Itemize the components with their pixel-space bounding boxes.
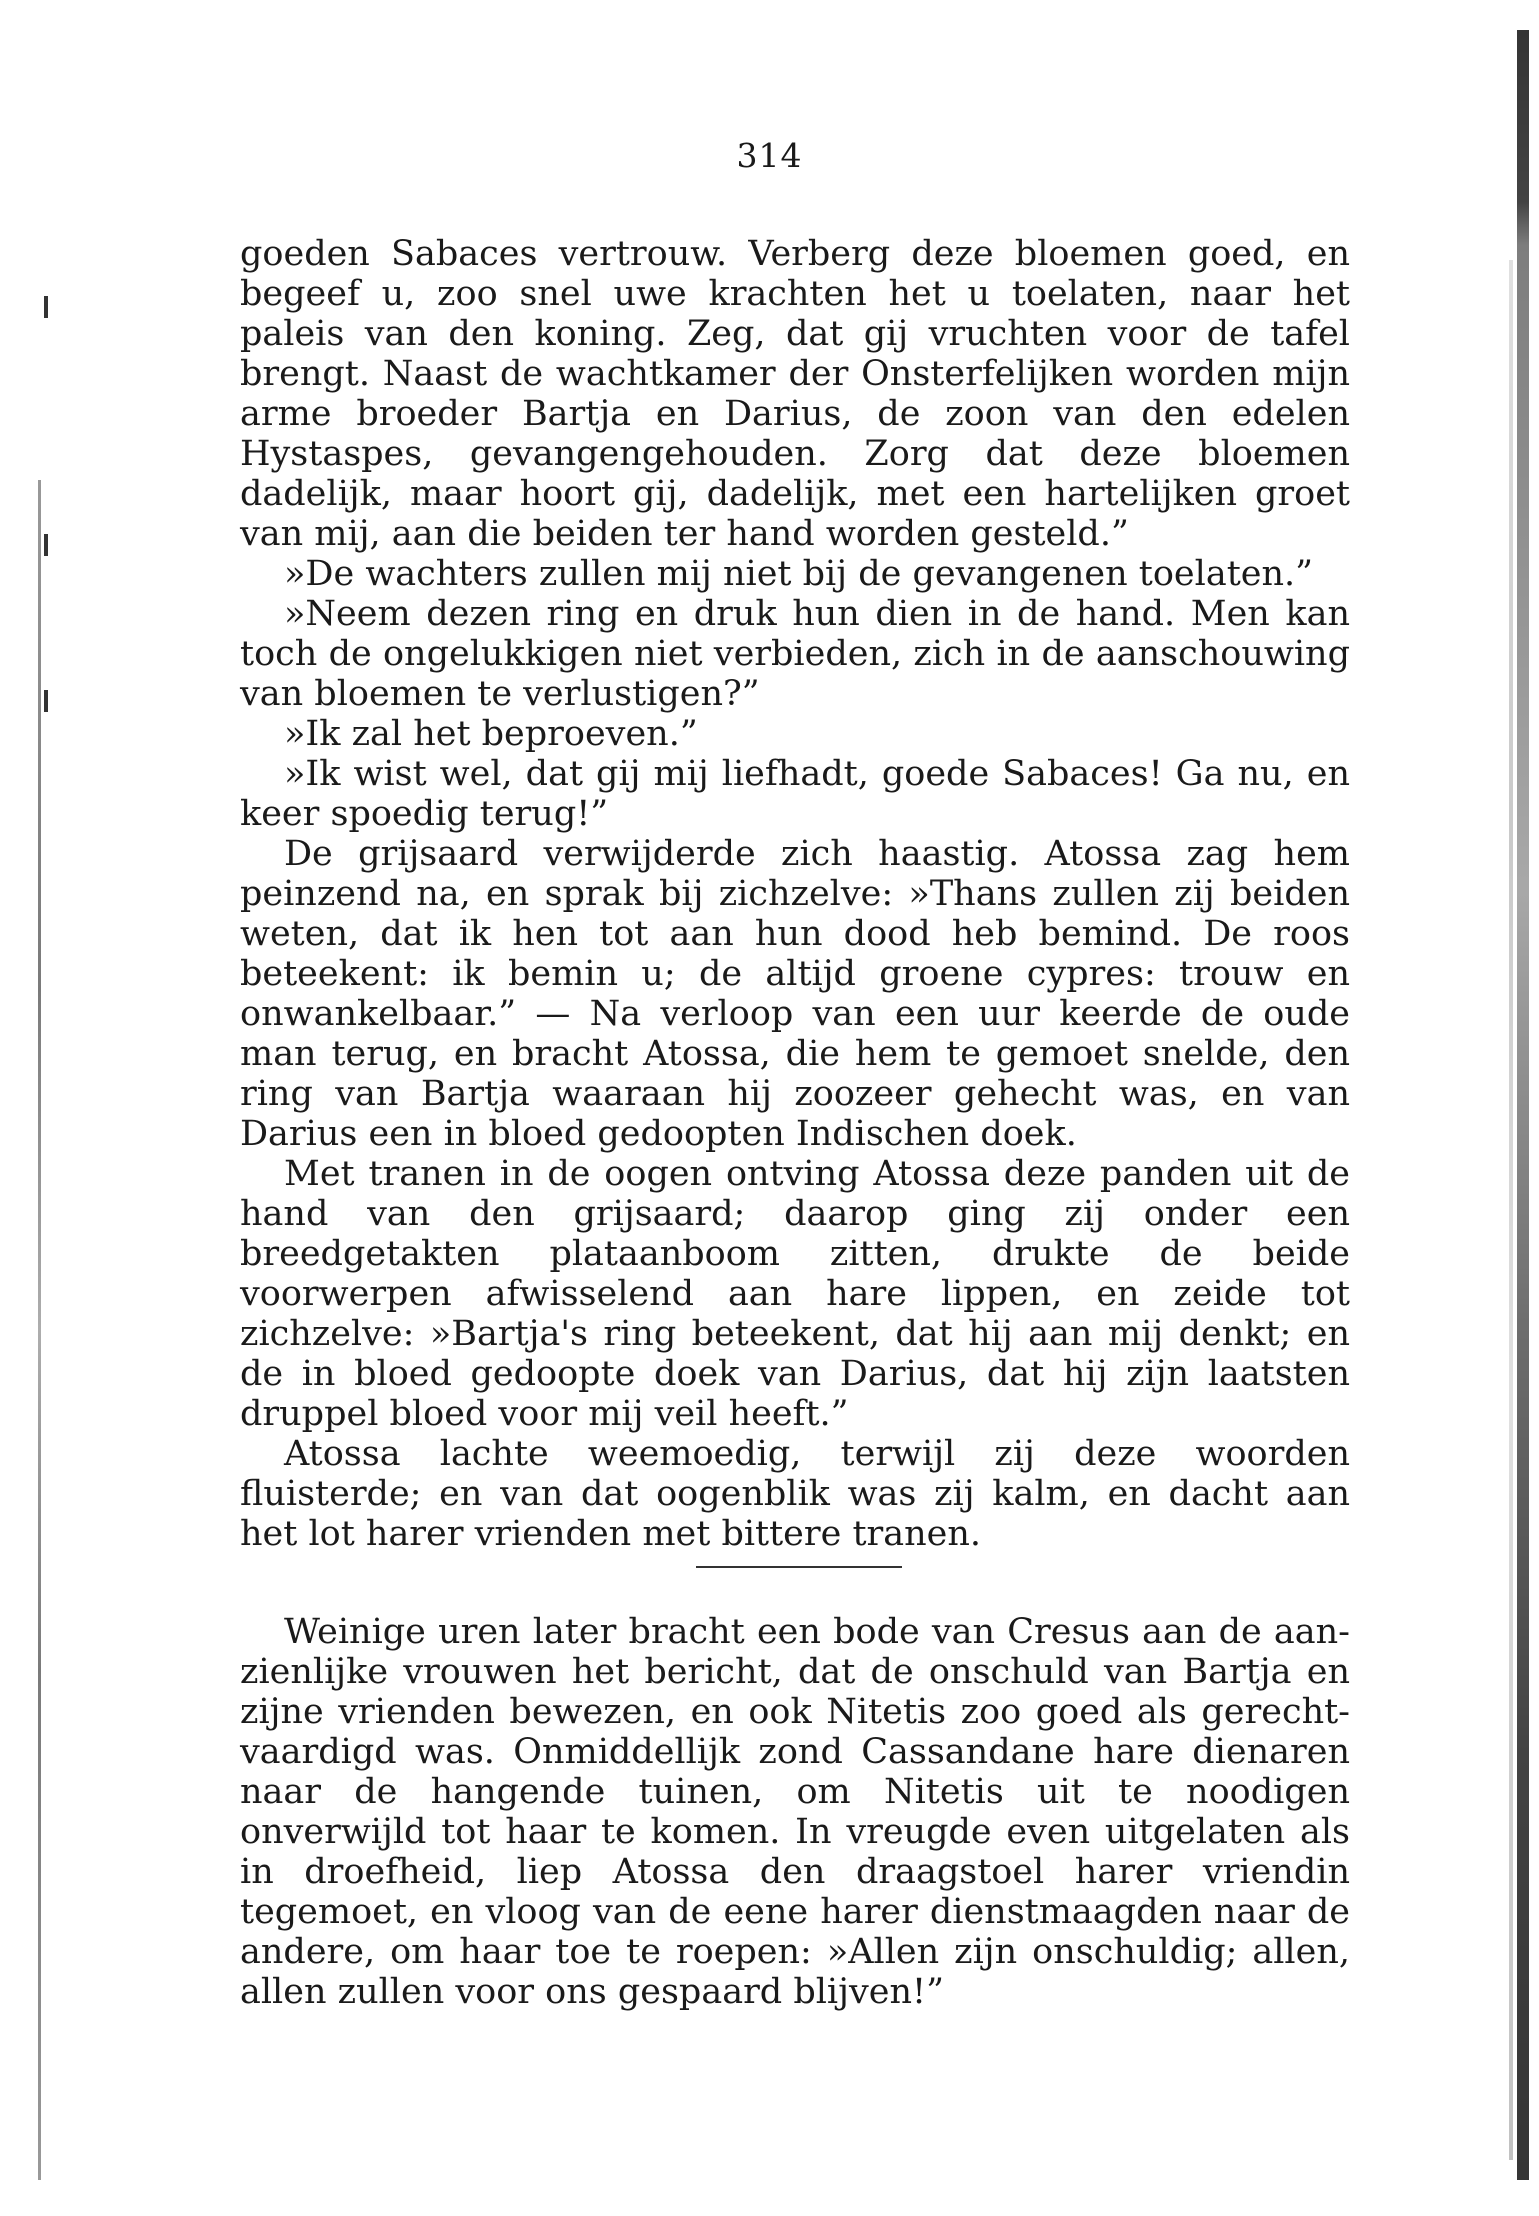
- paragraph: Weinige uren later bracht een bode van Cresus aan de aanzienlijke vrouwen het bericht, dat de onschuld van Bartja en zijne vrienden bewezen, en ook Nitetis zoo goed als gerechtvaardigd was. Onmiddellijk zond Cassandane hare dienaren naar de hangende tuinen, om Nitetis uit te noodigen onverwijld tot haar te komen. In vreugde even uitgelaten als in droefheid, liep Atossa den draagstoel harer vriendin tegemoet, en vloog van de eene harer dienstmaagden naar de andere, om haar toe te roepen: »Allen zijn onschuldig; allen, allen zullen voor ons gespaard blijven!”: [240, 1612, 1350, 2012]
- paragraph: »Ik zal het beproeven.”: [284, 714, 698, 754]
- paragraph: Met tranen in de oogen ontving Atossa deze panden uit de hand van den grijsaard; daarop ging zij onder een breedgetakten plataanboom zitten, drukte de beide voorwerpen afwisselend aan hare lippen, en zeide tot zichzelve: »Bartja's ring beteekent, dat hij aan mij denkt; en de in bloed gedoopte doek van Darius, dat hij zijn laatsten druppel bloed voor mij veil heeft.”: [240, 1154, 1350, 1434]
- section-divider: [696, 1566, 902, 1568]
- scan-mark: [44, 296, 48, 318]
- binding-shadow-right: [1517, 30, 1529, 2180]
- scan-mark: [44, 690, 48, 712]
- paragraph: »Ik wist wel, dat gij mij liefhadt, goede Sabaces! Ga nu, en keer spoedig terug!”: [240, 754, 1350, 834]
- page-edge-left: [38, 480, 41, 2180]
- page-number: 314: [736, 136, 803, 175]
- section-text: [240, 1612, 1350, 2012]
- paragraph: goeden Sabaces vertrouw. Verberg deze bloemen goed, en begeef u, zoo snel uwe krachten het u toelaten, naar het paleis van den koning. Zeg, dat gij vruchten voor de tafel brengt. Naast de wachtkamer der Onsterfelijken worden mijn arme broeder Bartja en Darius, de zoon van den edelen Hystaspes, gevangengehouden. Zorg dat deze bloemen dadelijk, maar hoort gij, dadelijk, met een hartelijken groet van mij, aan die beiden ter hand worden gesteld.”: [240, 234, 1350, 554]
- paragraph: De grijsaard verwijderde zich haastig. Atossa zag hem peinzend na, en sprak bij zichzelve: »Thans zullen zij beiden weten, dat ik hen tot aan hun dood heb bemind. De roos beteekent: ik bemin u; de altijd groene cypres: trouw en onwankelbaar.” — Na verloop van een uur keerde de oude man terug, en bracht Atossa, die hem te gemoet snelde, den ring van Bartja waaraan hij zoozeer gehecht was, en van Darius een in bloed gedoopten Indischen doek.: [240, 834, 1350, 1154]
- paragraph: »De wachters zullen mij niet bij de gevangenen toelaten.”: [284, 554, 1314, 594]
- paragraph: »Neem dezen ring en druk hun dien in de hand. Men kan toch de ongelukkigen niet verbieden, zich in de aanschouwing van bloemen te verlustigen?”: [240, 594, 1350, 714]
- main-text: [240, 234, 1350, 1554]
- binding-shadow-right-inner: [1509, 260, 1513, 2160]
- paragraph: Atossa lachte weemoedig, terwijl zij deze woorden fluisterde; en van dat oogenblik was zij kalm, en dacht aan het lot harer vrienden met bittere tranen.: [240, 1434, 1350, 1554]
- scan-mark: [44, 534, 48, 556]
